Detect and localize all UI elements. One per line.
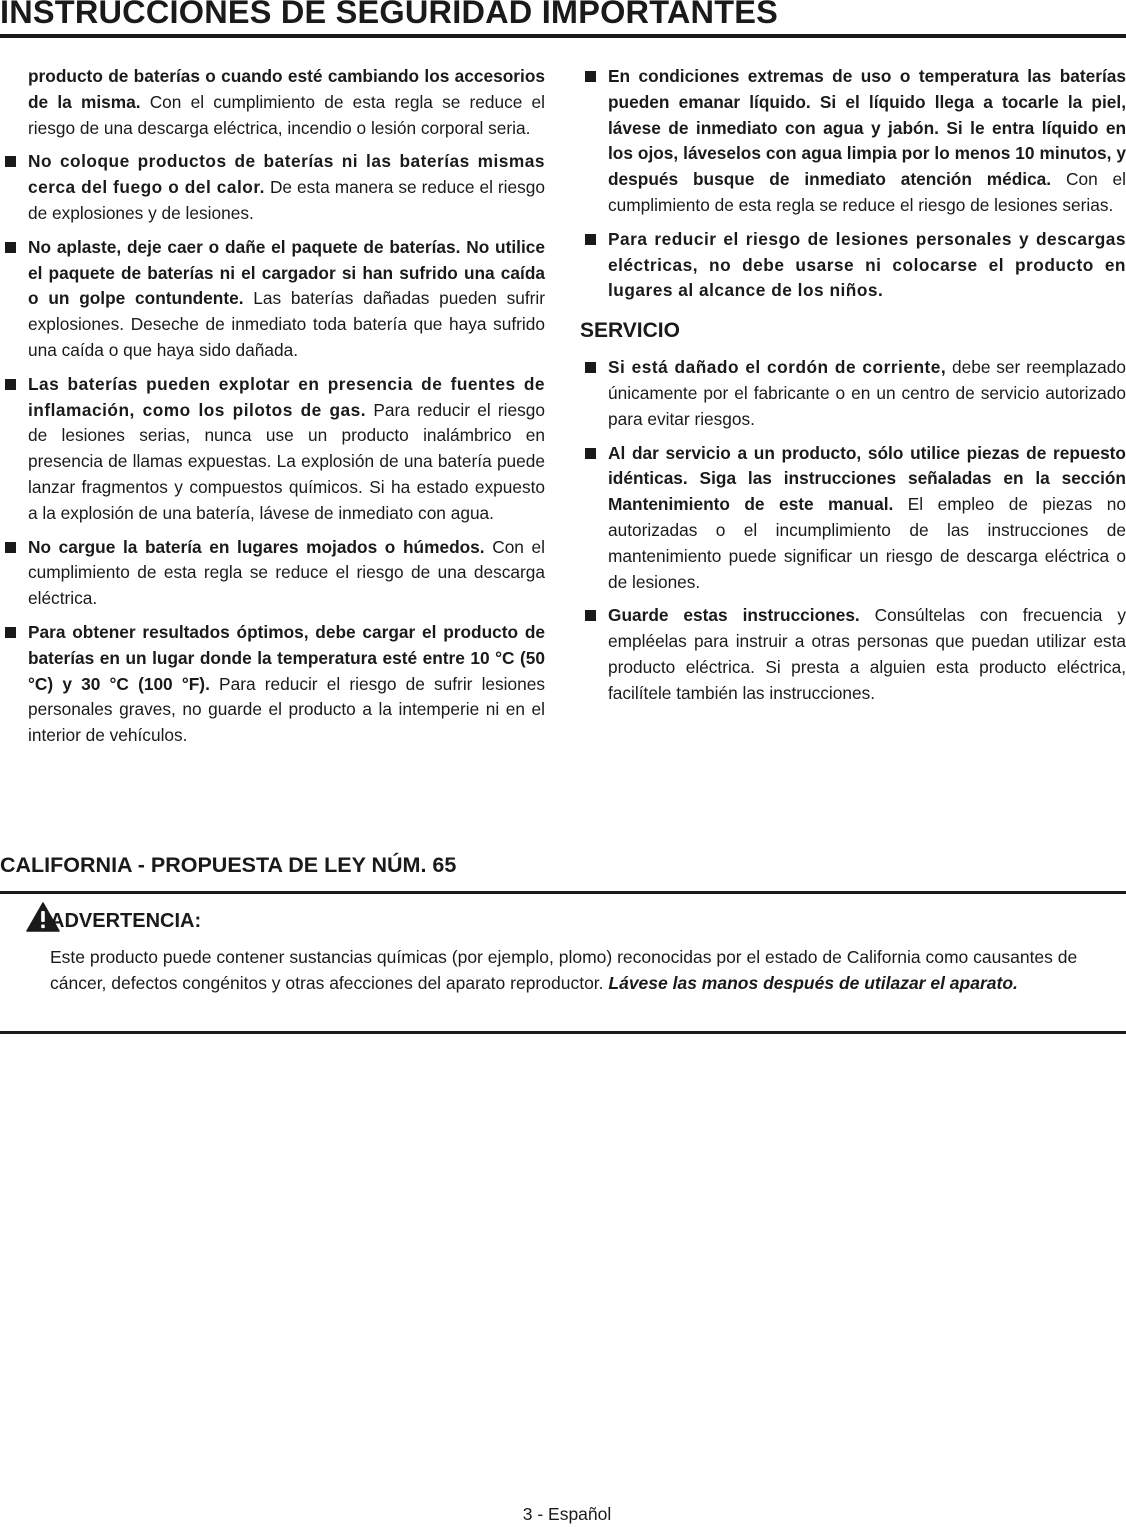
square-bullet-icon xyxy=(585,362,596,373)
square-bullet-icon xyxy=(5,542,16,553)
item-bold-text: Si está dañado el cordón de corriente, xyxy=(608,357,947,378)
section-rule xyxy=(0,891,1126,894)
page-footer xyxy=(0,1504,1126,1525)
item-text: Con el cumplimiento de esta regla se reduce el riesgo de una descarga eléctrica, incendio o lesión corporal seria. xyxy=(28,91,545,138)
square-bullet-icon xyxy=(5,242,16,253)
right-column xyxy=(580,64,1126,715)
item-bold-text: Para obtener resultados óptimos, debe cargar el producto de baterías en un lugar donde la temperatura esté entre 10 °C (50 °C) y 30 °C (100 °F). xyxy=(28,621,545,694)
item-bold-text: No coloque productos de baterías ni las baterías mismas cerca del fuego o del calor. xyxy=(28,151,545,198)
item-bold-text: No cargue la batería en lugares mojados o húmedos. xyxy=(28,536,485,557)
warning-emphasis: Lávese las manos después de utilazar el aparato. xyxy=(608,973,1018,993)
square-bullet-icon xyxy=(585,234,596,245)
item-text: Para reducir el riesgo de lesiones serias, nunca use un producto inalámbrico en presencia de llamas expuestas. La explosión de una batería puede lanzar fragmentos y compuestos químicos. Si ha estado expuesto a la explosión de una batería, lávese de inmediato con agua. xyxy=(28,399,545,523)
list-item xyxy=(580,64,1126,219)
section-rule xyxy=(0,1031,1126,1034)
item-text: Las baterías dañadas pueden sufrir explosiones. Deseche de inmediato toda batería que haya sufrido una caída o que haya sido dañada. xyxy=(28,288,545,360)
list-item xyxy=(0,235,545,364)
item-text: El empleo de piezas no autorizadas o el incumplimiento de las instrucciones de mantenimiento puede significar un riesgo de descarga eléctrica o de lesiones. xyxy=(608,494,1126,592)
square-bullet-icon xyxy=(585,71,596,82)
list-item xyxy=(0,620,545,749)
list-item xyxy=(0,535,545,612)
item-text: Con el cumplimiento de esta regla se reduce el riesgo de una descarga eléctrica. xyxy=(28,536,545,609)
page-title: INSTRUCCIONES DE SEGURIDAD IMPORTANTES xyxy=(0,0,779,30)
page-number: 3 - Español xyxy=(522,1504,612,1524)
item-bold-text: No aplaste, deje caer o dañe el paquete de baterías. No utilice el paquete de baterías ni el cargador si han sufrido una caída o un golpe contundente. xyxy=(28,236,545,309)
square-bullet-icon xyxy=(585,610,596,621)
square-bullet-icon xyxy=(585,448,596,459)
item-bold-text: En condiciones extremas de uso o temperatura las baterías pueden emanar líquido. Si el líquido llega a tocarle la piel, lávese de inmediato con agua y jabón. Si le entra líquido en los ojos, láveselos con agua limpia por lo menos 10 minutos, y después busque de inmediato atención médica. xyxy=(608,66,1126,190)
item-text: De esta manera se reduce el riesgo de explosiones y de lesiones. xyxy=(28,177,545,223)
warning-text: Este producto puede contener sustancias químicas (por ejemplo, plomo) reconocidas por el estado de California como causantes de cáncer, defectos congénitos y otras afecciones del aparato reproductor. xyxy=(50,947,1078,993)
list-item-continuation xyxy=(0,64,545,141)
item-bold-text: Las baterías pueden explotar en presencia de fuentes de inflamación, como los pilotos de gas. xyxy=(28,373,545,420)
square-bullet-icon xyxy=(5,156,16,167)
left-column xyxy=(0,64,545,757)
list-item xyxy=(0,372,545,527)
warning-body xyxy=(50,944,1110,996)
list-item xyxy=(580,603,1126,706)
list-item xyxy=(580,441,1126,596)
item-bold-text: Al dar servicio a un producto, sólo utilice piezas de repuesto idénticas. Siga las instrucciones señaladas en la sección Mantenimiento de este manual. xyxy=(608,442,1126,515)
list-item xyxy=(0,149,545,226)
california-title: CALIFORNIA - PROPUESTA DE LEY NÚM. 65 xyxy=(0,853,457,877)
item-text: Para reducir el riesgo de sufrir lesiones personales graves, no guarde el producto a la intemperie ni en el interior de vehículos. xyxy=(28,673,545,746)
item-text: debe ser reemplazado únicamente por el fabricante o en un centro de servicio autorizado para evitar riesgos. xyxy=(608,357,1126,429)
item-text: Con el cumplimiento de esta regla se reduce el riesgo de lesiones serias. xyxy=(608,169,1126,215)
item-bold-text: Para reducir el riesgo de lesiones personales y descargas eléctricas, no debe usarse ni colocarse el producto en lugares al alcance de los niños. xyxy=(608,228,1126,301)
square-bullet-icon xyxy=(5,627,16,638)
list-item xyxy=(580,227,1126,304)
header-rule xyxy=(0,34,1126,38)
square-bullet-icon xyxy=(5,379,16,390)
item-bold-text: Guarde estas instrucciones. xyxy=(608,605,860,626)
warning-heading: ADVERTENCIA: xyxy=(50,910,202,932)
item-bold-text: producto de baterías o cuando esté cambiando los accesorios de la misma. xyxy=(28,66,545,112)
item-text: Consúltelas con frecuencia y empléelas para instruir a otras personas que puedan utilizar esta producto eléctrica. Si presta a alguien esta producto eléctrica, facilítele también las instrucciones. xyxy=(608,605,1126,703)
section-title-servicio: SERVICIO xyxy=(580,319,680,343)
list-item xyxy=(580,355,1126,432)
